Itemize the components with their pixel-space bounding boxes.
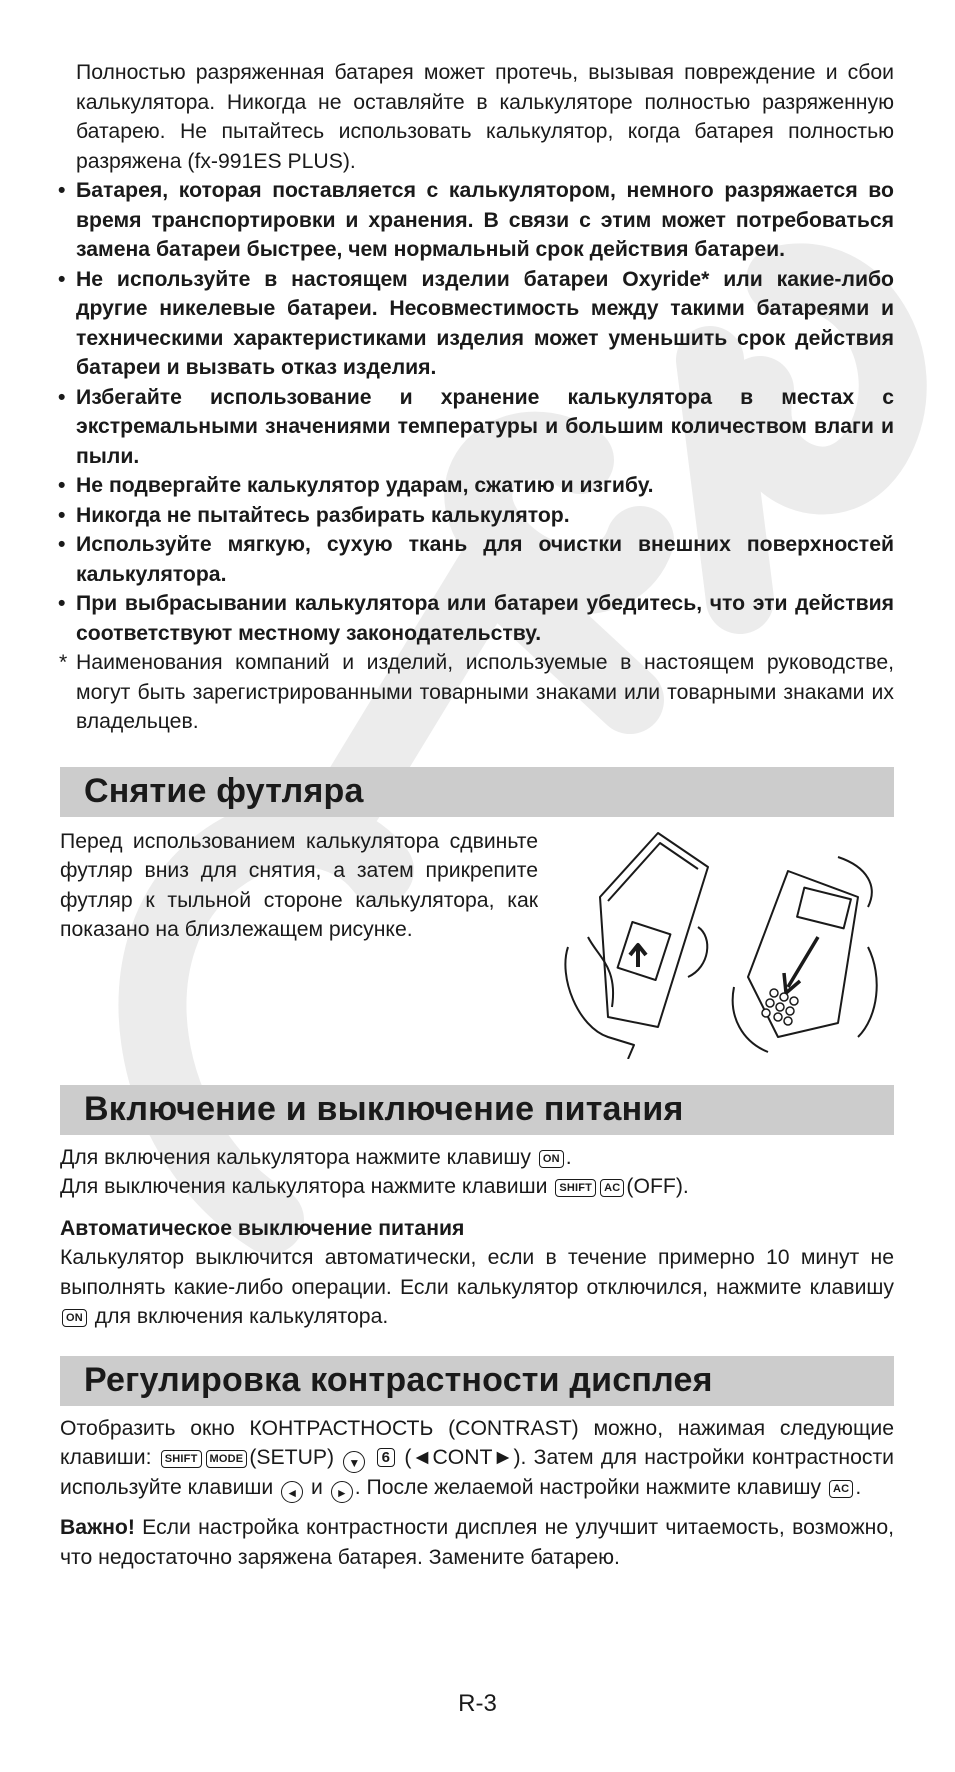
mode-key: MODE bbox=[206, 1450, 248, 1468]
section-title: Включение и выключение питания bbox=[84, 1090, 684, 1128]
footnote: * Наименования компаний и изделий, используемые в настоящем руководстве, могут быть зарегистрированными товарными знаками или товарными знаками их владельцев. bbox=[59, 651, 894, 733]
power-on-line: Для включения калькулятора нажмите клавишу ON . bbox=[60, 1145, 572, 1169]
case-text: Перед использованием калькулятора сдвиньте футляр вниз для снятия, а затем прикрепите футляр к тыльной стороне калькулятора, как показано на близлежащем рисунке. bbox=[60, 829, 538, 941]
page-content bbox=[60, 58, 894, 1572]
case-section bbox=[60, 827, 894, 1059]
list-item: • Не подвергайте калькулятор ударам, сжатию и изгибу. bbox=[58, 474, 654, 497]
shift-key: SHIFT bbox=[555, 1179, 596, 1197]
list-item: • Используйте мягкую, сухую ткань для очистки внешних поверхностей калькулятора. bbox=[58, 533, 894, 586]
ac-key: AC bbox=[829, 1480, 853, 1498]
power-off-line: Для выключения калькулятора нажмите клавиши SHIFT AC (OFF). bbox=[60, 1175, 689, 1198]
section-title: Снятие футляра bbox=[84, 772, 364, 810]
power-section bbox=[60, 1143, 894, 1332]
auto-power-off-text: Калькулятор выключится автоматически, если в течение примерно 10 минут не выполнять какие-либо операции. Если калькулятор отключился, нажмите клавишу ON для включения калькулятора. bbox=[60, 1246, 894, 1328]
list-item: • При выбрасывании калькулятора или батареи убедитесь, что эти действия соответствуют местному законодательству. bbox=[58, 592, 894, 645]
list-item: • Батарея, которая поставляется с калькулятором, немного разряжается во время транспортировки и хранения. В связи с этим может потребоваться замена батареи быстрее, чем нормальный срок действия батареи. bbox=[58, 179, 894, 261]
contrast-section bbox=[60, 1414, 894, 1573]
left-arrow-icon: ◄ bbox=[281, 1481, 303, 1503]
list-item: • Избегайте использование и хранение калькулятора в местах с экстремальными значениями температуры и большим количеством влаги и пыли. bbox=[58, 385, 894, 468]
section-header-contrast bbox=[60, 1356, 894, 1406]
precautions-list bbox=[60, 176, 894, 648]
shift-key: SHIFT bbox=[161, 1450, 202, 1468]
important-note: Важно! Если настройка контрастности дисплея не улучшит читаемость, возможно, что недостаточно заряжена батарея. Замените батарею. bbox=[60, 1516, 894, 1569]
list-item: • Никогда не пытайтесь разбирать калькулятор. bbox=[58, 503, 570, 527]
six-key: 6 bbox=[377, 1448, 396, 1467]
on-key: ON bbox=[539, 1150, 564, 1168]
page-number: R-3 bbox=[458, 1690, 497, 1717]
case-removal-illustration bbox=[538, 827, 894, 1059]
on-key: ON bbox=[62, 1309, 87, 1327]
auto-power-off-heading: Автоматическое выключение питания bbox=[60, 1216, 465, 1240]
important-label: Важно! bbox=[60, 1516, 135, 1539]
section-header-case bbox=[60, 767, 894, 817]
right-arrow-icon: ► bbox=[331, 1481, 353, 1503]
intro-paragraph: Полностью разряженная батарея может протечь, вызывая повреждение и сбои калькулятора. Никогда не оставляйте в калькуляторе полностью разряженную батарею. Не пытайтесь использовать калькулятор, когда батарея полностью разряжена (fx-991ES PLUS). bbox=[76, 61, 894, 173]
down-arrow-icon: ▼ bbox=[343, 1451, 365, 1473]
section-title: Регулировка контрастности дисплея bbox=[84, 1361, 713, 1399]
contrast-instructions: Отобразить окно КОНТРАСТНОСТЬ (CONTRAST) можно, нажимая следующие клавиши: SHIFT MODE (SETUP) ▼ 6 (◄CONT►). Затем для настройки контрастности используйте клавиши ◄ и ► . После желаемой настройки нажмите клавишу AC . bbox=[60, 1414, 894, 1504]
list-item: • Не используйте в настоящем изделии батареи Oxyride* или какие-либо другие никелевые батареи. Несовместимость между такими батареями и техническими характеристиками изделия может уменьшить срок действия батареи и вызвать отказ изделия. bbox=[58, 267, 894, 379]
section-header-power bbox=[60, 1085, 894, 1135]
ac-key: AC bbox=[600, 1179, 624, 1197]
